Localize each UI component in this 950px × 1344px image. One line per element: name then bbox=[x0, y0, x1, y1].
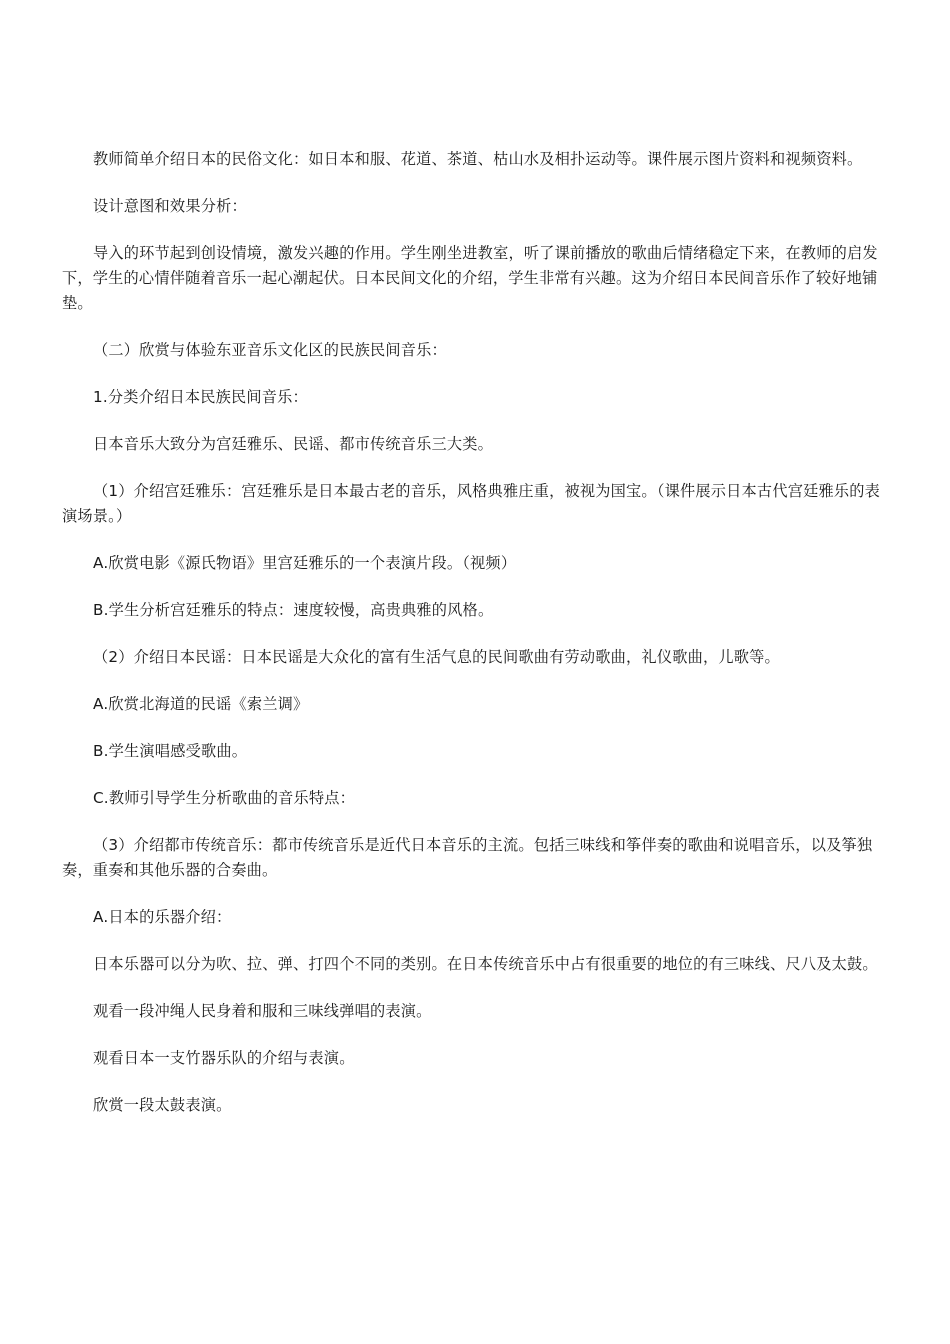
paragraph-instrument-categories: 日本乐器可以分为吹、拉、弹、打四个不同的类别。在日本传统音乐中占有很重要的地位的有三味线、尺八及太鼓。 bbox=[93, 955, 878, 973]
paragraph-three-categories: 日本音乐大致分为宫廷雅乐、民谣、都市传统音乐三大类。 bbox=[93, 435, 494, 453]
paragraph-folk-songs-c: C.教师引导学生分析歌曲的音乐特点： bbox=[93, 789, 356, 807]
paragraph-instruments-heading: A.日本的乐器介绍： bbox=[93, 908, 232, 926]
paragraph-court-music: （1）介绍宫廷雅乐：宫廷雅乐是日本最古老的音乐，风格典雅庄重，被视为国宝。（课件展示日本古代宫廷雅乐的表演场景。） bbox=[62, 482, 881, 525]
paragraph-okinawa-performance: 观看一段冲绳人民身着和服和三味线弹唱的表演。 bbox=[93, 1002, 432, 1020]
paragraph-court-music-b: B.学生分析宫廷雅乐的特点：速度较慢，高贵典雅的风格。 bbox=[93, 601, 494, 619]
paragraph-urban-music: （3）介绍都市传统音乐：都市传统音乐是近代日本音乐的主流。包括三味线和筝伴奏的歌曲和说唱音乐，以及筝独奏，重奏和其他乐器的合奏曲。 bbox=[62, 836, 873, 879]
paragraph-taiko-performance: 欣赏一段太鼓表演。 bbox=[93, 1096, 232, 1114]
paragraph-bamboo-band: 观看日本一支竹器乐队的介绍与表演。 bbox=[93, 1049, 355, 1067]
paragraph-design-analysis: 导入的环节起到创设情境，激发兴趣的作用。学生刚坐进教室，听了课前播放的歌曲后情绪稳定下来，在教师的启发下，学生的心情伴随着音乐一起心潮起伏。日本民间文化的介绍，学生非常有兴趣。这为介绍日本民间音乐作了较好地铺垫。 bbox=[62, 244, 878, 312]
paragraph-intro-culture: 教师简单介绍日本的民俗文化：如日本和服、花道、茶道、枯山水及相扑运动等。课件展示图片资料和视频资料。 bbox=[93, 150, 863, 168]
paragraph-folk-songs: （2）介绍日本民谣：日本民谣是大众化的富有生活气息的民间歌曲有劳动歌曲，礼仪歌曲，儿歌等。 bbox=[93, 648, 780, 666]
paragraph-design-heading: 设计意图和效果分析： bbox=[93, 197, 247, 215]
document-body bbox=[62, 147, 892, 1140]
paragraph-court-music-a: A.欣赏电影《源氏物语》里宫廷雅乐的一个表演片段。（视频） bbox=[93, 554, 517, 572]
paragraph-classification-heading: 1.分类介绍日本民族民间音乐： bbox=[93, 388, 308, 406]
paragraph-folk-songs-a: A.欣赏北海道的民谣《索兰调》 bbox=[93, 695, 309, 713]
paragraph-folk-songs-b: B.学生演唱感受歌曲。 bbox=[93, 742, 248, 760]
paragraph-section-two-heading: （二）欣赏与体验东亚音乐文化区的民族民间音乐： bbox=[93, 341, 447, 359]
